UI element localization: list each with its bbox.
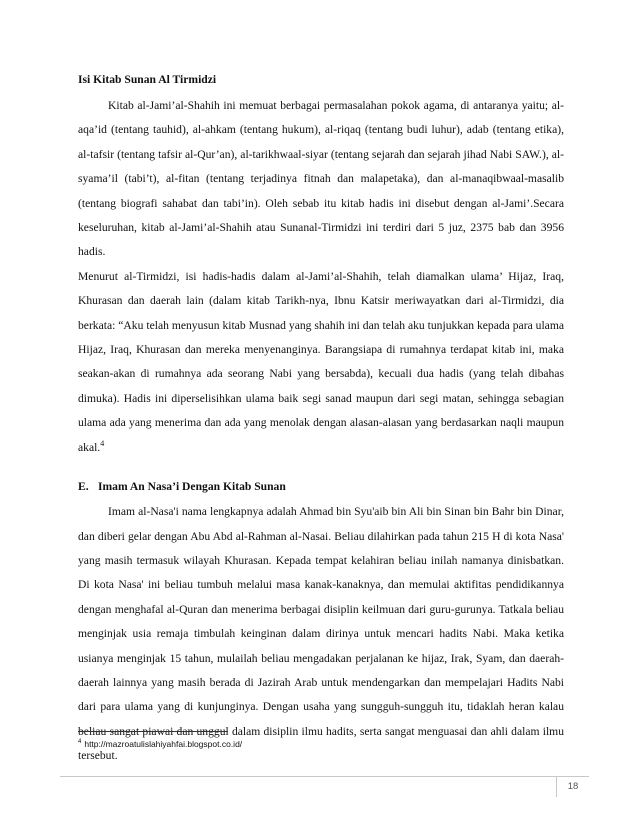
paragraph-kitab-al-jami-text: Kitab al-Jami’al-Shahih ini memuat berbagai permasalahan pokok agama, di antaranya yaitu; al-aqa’id (tentang tauhid), al-ahkam (tentang hukum), al-riqaq (tentang budi luhur), adab (tentang etika), al-tafsir (tentang tafsir al-Qur’an), al-tarikhwaal-siyar (tentang sejarah dan sejarah jihad Nabi SAW.), al-syama’il (tabi’t), al-fitan (tentang terjadinya fitnah dan malapetaka), dan al-manaqibwaal-masalib (tentang biografi sahabat dan tabi’in). Oleh sebab itu kitab hadis ini disebut dengan al-Jami’.Secara keseluruhan, kitab al-Jami’al-Shahih atau Sunanal-Tirmidzi ini terdiri dari 5 juz, 2375 bab dan 3956 hadis. xyxy=(78,99,564,259)
page-content xyxy=(78,66,564,769)
paragraph-imam-al-nasai-text: Imam al-Nasa'i nama lengkapnya adalah Ahmad bin Syu'aib bin Ali bin Sinan bin Bahr bin Dinar, dan diberi gelar dengan Abu Abd al-Rahman al-Nasai. Beliau dilahirkan pada tahun 215 H di kota Nasa' yang masih termasuk wilayah Khurasan. Kepada tempat kelahiran beliau inilah namanya dinisbatkan. Di kota Nasa' ini beliau tumbuh melalui masa kanak-kanaknya, dan memulai aktifitas pendidikannya dengan menghafal al-Quran dan menerima berbagai disiplin keilmuan dari guru-gurunya. Tatkala beliau menginjak usia remaja timbulah keinginan dalam dirinya untuk mencari hadits Nabi. Maka ketika usianya menginjak 15 tahun, mulailah beliau mengadakan perjalanan ke hijaz, Irak, Syam, dan daerah-daerah lainnya yang masih berada di Jazirah Arab untuk mendengarkan dan mempelajari Hadits Nabi dari para ulama yang di kunjunginya. Dengan usaha yang sungguh-sungguh itu, tidaklah heran kalau beliau sangat piawai dan unggul dalam disiplin ilmu hadits, serta sangat menguasai dan ahli dalam ilmu tersebut. xyxy=(78,505,564,763)
footnote-reference[interactable]: 4 xyxy=(100,438,105,448)
paragraph-menurut-al-tirmidzi-text: Menurut al-Tirmidzi, isi hadis-hadis dalam al-Jami’al-Shahih, telah diamalkan ulama’ Hijaz, Iraq, Khurasan dan daerah lain (dalam kitab Tarikh-nya, Ibnu Katsir meriwayatkan dari al-Tirmidzi, dia berkata: “Aku telah menyusun kitab Musnad yang shahih ini dan telah aku tunjukkan kepada para ulama Hijaz, Iraq, Khurasan dan mereka menyenanginya. Barangsiapa di rumahnya terdapat kitab ini, maka seakan-akan di rumahnya ada seorang Nabi yang bersabda), kecuali dua hadis (yang telah dibahas dimuka). Hadis ini diperselisihkan ulama baik segi sanad maupun dari segi matan, sehingga sebagian ulama ada yang menerima dan ada yang menolak dengan alasan-alasan yang berdasarkan naqli maupun akal. xyxy=(78,269,564,454)
paragraph-imam-al-nasai xyxy=(78,500,564,768)
section-heading-e xyxy=(78,474,564,500)
footnote xyxy=(78,738,558,750)
paragraph-menurut-al-tirmidzi xyxy=(78,265,564,460)
section-number: E. xyxy=(78,480,89,494)
section-title: Imam An Nasa’i Dengan Kitab Sunan xyxy=(98,480,286,494)
footnote-number: 4 xyxy=(78,739,82,746)
page-number: 18 xyxy=(556,777,589,797)
subheading-isi-kitab: Isi Kitab Sunan Al Tirmidzi xyxy=(78,73,217,86)
footnote-divider xyxy=(78,731,228,732)
footnote-link[interactable]: http://mazroatulislahiyahfai.blogspot.co.id/ xyxy=(84,739,243,749)
page-footer xyxy=(60,776,589,797)
paragraph-kitab-al-jami xyxy=(78,94,564,265)
